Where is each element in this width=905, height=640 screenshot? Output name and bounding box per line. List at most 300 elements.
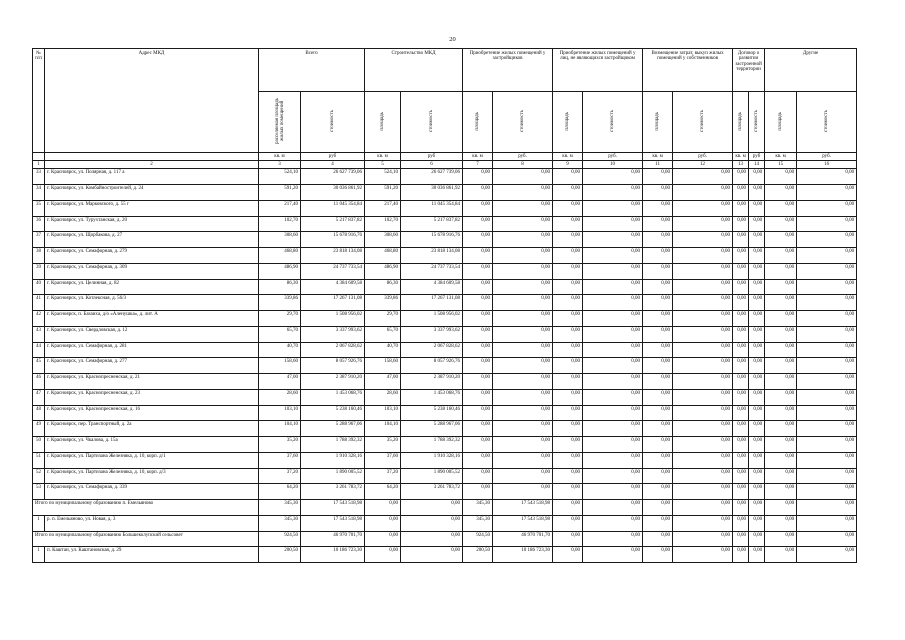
table-cell: 0,00 [749,468,765,484]
table-cell: 0,00 [463,169,493,185]
table-cell: 0,00 [673,200,733,216]
table-row [33,405,857,421]
table-cell: 0,00 [673,500,733,516]
table-cell: 0,00 [797,452,857,468]
table-cell: 0,00 [749,405,765,421]
header-unit: руб. [797,153,857,161]
table-cell: 0,00 [673,374,733,390]
table-cell: 0,00 [583,374,643,390]
table-cell: 0,00 [765,311,797,327]
table-cell: 158,60 [259,358,301,374]
table-cell: 4 384 609,58 [301,279,365,295]
table-cell: 1 890 005,52 [301,468,365,484]
column-number: 9 [553,161,583,169]
table-cell: 0,00 [673,263,733,279]
table-cell: 0,00 [463,185,493,201]
table-cell: 0,00 [553,515,583,531]
row-number: 49 [33,421,45,437]
table-cell: 0,00 [553,374,583,390]
table-cell: 104,10 [365,421,401,437]
table-cell: 0,00 [553,405,583,421]
row-number: 36 [33,216,45,232]
table-cell: 0,00 [733,421,749,437]
table-cell: 0,00 [797,248,857,264]
table-cell: 0,00 [749,500,765,516]
table-cell: 0,00 [493,358,553,374]
table-cell: 0,00 [553,421,583,437]
table-cell: 0,00 [765,358,797,374]
table-cell: 0,00 [553,547,583,563]
row-number: 45 [33,358,45,374]
table-cell: 0,00 [673,326,733,342]
table-cell: 0,00 [401,547,463,563]
header-group-other: Другие [765,49,857,92]
table-cell: 0,00 [493,468,553,484]
table-cell: 0,00 [797,200,857,216]
table-cell: 0,00 [463,468,493,484]
table-cell: 65,70 [259,326,301,342]
table-cell: 0,00 [463,263,493,279]
table-cell: 217,40 [365,200,401,216]
table-cell: 0,00 [401,515,463,531]
table-cell: 0,00 [553,232,583,248]
table-cell: 0,00 [749,437,765,453]
row-number: 47 [33,389,45,405]
table-cell: 0,00 [673,248,733,264]
table-cell: 0,00 [463,374,493,390]
table-cell: 0,00 [749,248,765,264]
row-address: р. п. Емельяново, ул. Новая, д. 3 [45,515,259,531]
table-cell: 0,00 [583,326,643,342]
table-cell: 200,50 [259,547,301,563]
table-cell: 0,00 [765,389,797,405]
table-cell: 28,60 [365,389,401,405]
table-cell: 0,00 [673,216,733,232]
table-cell: 0,00 [673,468,733,484]
table-cell: 0,00 [643,437,673,453]
table-cell: 26 627 739,06 [401,169,463,185]
row-number: 42 [33,311,45,327]
table-cell: 0,00 [673,531,733,547]
table-cell: 0,00 [583,263,643,279]
table-cell: 24 737 733,54 [401,263,463,279]
table-row [33,452,857,468]
table-cell: 0,00 [583,248,643,264]
table-cell: 0,00 [463,389,493,405]
table-cell: 0,00 [797,468,857,484]
table-cell: 0,00 [493,311,553,327]
table-cell: 0,00 [673,311,733,327]
header-sub-cost: стоимость [673,92,733,153]
table-cell: 11 045 354,84 [401,200,463,216]
table-cell: 0,00 [643,358,673,374]
table-row [33,468,857,484]
table-cell: 0,00 [463,326,493,342]
table-cell: 0,00 [765,547,797,563]
table-cell: 0,00 [765,468,797,484]
column-number: 6 [401,161,463,169]
table-row [33,326,857,342]
table-cell: 0,00 [583,452,643,468]
table-cell: 1 453 068,76 [401,389,463,405]
page-number: 20 [449,36,456,43]
table-cell: 0,00 [733,374,749,390]
table-cell: 0,00 [643,326,673,342]
row-number: 44 [33,342,45,358]
table-cell: 0,00 [797,311,857,327]
table-cell: 0,00 [733,405,749,421]
table-cell: 486,90 [259,263,301,279]
table-cell: 0,00 [733,389,749,405]
table-cell: 0,00 [643,295,673,311]
table-cell: 0,00 [493,295,553,311]
table-cell: 29,70 [259,311,301,327]
row-address: г. Красноярск, ул. Партизана Железняка, д. 10, корп. д/1 [45,452,259,468]
table-cell: 46 970 701,70 [301,531,365,547]
header-sub-area: площадь [553,92,583,153]
table-cell: 2 387 910,20 [301,374,365,390]
row-number: 38 [33,248,45,264]
table-cell: 0,00 [733,216,749,232]
table-cell: 0,00 [749,358,765,374]
table-cell: 524,10 [259,169,301,185]
table-cell: 10 186 723,30 [493,547,553,563]
table-cell: 0,00 [643,216,673,232]
table-cell: 0,00 [765,248,797,264]
row-address: г. Красноярск, ул. Котлексная, д. 56/3 [45,295,259,311]
table-cell: 1 910 328,16 [301,452,365,468]
table-cell: 5 217 837,82 [401,216,463,232]
header-group-construction: Строительство МКД [365,49,463,92]
table-cell: 0,00 [673,452,733,468]
table-cell: 0,00 [643,311,673,327]
table-cell: 591,20 [365,185,401,201]
table-cell: 0,00 [765,169,797,185]
column-number: 8 [493,161,553,169]
table-cell: 0,00 [749,484,765,500]
header-sub-area: площадь [733,92,749,153]
table-cell: 0,00 [643,515,673,531]
row-number: 53 [33,484,45,500]
header-unit: руб [401,153,463,161]
table-row [33,311,857,327]
table-cell: 0,00 [643,263,673,279]
table-cell: 0,00 [749,216,765,232]
table-cell: 0,00 [553,342,583,358]
header-group-purchase-developers: Приобретение жилых помещений у застройщиков [463,49,553,92]
column-number: 13 [733,161,749,169]
header-unit: руб. [583,153,643,161]
table-cell: 2 067 828,62 [401,342,463,358]
header-unit: руб. [673,153,733,161]
header-unit: кв. м [259,153,301,161]
row-number: 35 [33,200,45,216]
table-cell: 0,00 [583,185,643,201]
table-cell: 0,00 [493,169,553,185]
table-cell: 0,00 [583,295,643,311]
table-cell: 0,00 [733,232,749,248]
header-unit: кв. м [765,153,797,161]
table-cell: 486,90 [365,263,401,279]
header-sub-settled-area: расселяемая площадь жилых помещений [259,92,301,153]
table-cell: 0,00 [553,358,583,374]
table-cell: 0,00 [365,500,401,516]
table-cell: 35,20 [365,437,401,453]
table-cell: 0,00 [493,405,553,421]
table-cell: 468,80 [365,248,401,264]
row-number: 52 [33,468,45,484]
table-cell: 0,00 [673,547,733,563]
table-cell: 345,30 [259,515,301,531]
table-cell: 10 186 723,30 [301,547,365,563]
table-cell: 0,00 [583,468,643,484]
table-cell: 0,00 [797,484,857,500]
row-number: 43 [33,326,45,342]
row-address: г. Красноярск, ул. Целинная, д. 82 [45,279,259,295]
table-cell: 0,00 [749,421,765,437]
table-cell: 0,00 [583,216,643,232]
header-unit-blank [33,153,45,161]
table-cell: 102,70 [365,216,401,232]
resettlement-table [32,48,857,563]
table-cell: 0,00 [583,547,643,563]
table-cell: 0,00 [765,200,797,216]
table-cell: 0,00 [797,405,857,421]
table-cell: 0,00 [797,437,857,453]
table-cell: 0,00 [749,452,765,468]
table-row [33,515,857,531]
table-cell: 0,00 [463,295,493,311]
table-cell: 5 238 160,46 [401,405,463,421]
table-cell: 0,00 [797,326,857,342]
table-cell: 0,00 [365,515,401,531]
table-cell: 0,00 [765,216,797,232]
table-cell: 0,00 [797,547,857,563]
row-address: г. Красноярск, ул. Турухтанская, д. 20 [45,216,259,232]
table-cell: 339,86 [259,295,301,311]
column-number: 10 [583,161,643,169]
table-cell: 0,00 [765,279,797,295]
header-sub-cost: стоимость [493,92,553,153]
table-cell: 0,00 [673,515,733,531]
table-cell: 3 261 783,72 [301,484,365,500]
table-cell: 0,00 [643,200,673,216]
table-cell: 0,00 [673,185,733,201]
table-cell: 1 910 328,16 [401,452,463,468]
header-sub-area: площадь [463,92,493,153]
row-address: г. Красноярск, ул. Семафорная, д. 339 [45,484,259,500]
table-cell: 17 267 131,08 [401,295,463,311]
column-number: 1 [33,161,45,169]
table-cell: 0,00 [583,437,643,453]
table-cell: 0,00 [463,437,493,453]
table-cell: 0,00 [643,185,673,201]
table-cell: 0,00 [797,232,857,248]
table-cell: 8 057 926,76 [301,358,365,374]
table-cell: 17 543 518,98 [493,500,553,516]
table-cell: 0,00 [797,342,857,358]
table-cell: 23 818 134,08 [401,248,463,264]
table-cell: 0,00 [553,185,583,201]
table-cell: 0,00 [733,500,749,516]
table-cell: 0,00 [765,405,797,421]
table-cell: 0,00 [583,515,643,531]
table-cell: 1 508 956,02 [401,311,463,327]
table-cell: 0,00 [643,232,673,248]
table-cell: 2 387 910,20 [401,374,463,390]
table-cell: 0,00 [643,531,673,547]
table-cell: 0,00 [749,515,765,531]
table-cell: 0,00 [797,358,857,374]
table-row [33,279,857,295]
table-cell: 0,00 [583,421,643,437]
subtotal-label: Итого по муниципальному образованию Большеколупский сельсовет [33,531,259,547]
row-address: г. Красноярск, ул. Марковского, д. 55 г [45,200,259,216]
column-number: 15 [765,161,797,169]
row-address: г. Красноярск, ул. Семафорная, д. 279 [45,248,259,264]
table-cell: 0,00 [553,295,583,311]
table-cell: 308,60 [365,232,401,248]
table-row [33,358,857,374]
table-cell: 0,00 [733,452,749,468]
header-sub-cost: стоимость [401,92,463,153]
row-number: 46 [33,374,45,390]
table-cell: 345,30 [463,515,493,531]
table-cell: 0,00 [643,169,673,185]
table-cell: 1 788 392,32 [301,437,365,453]
table-cell: 47,00 [259,374,301,390]
table-cell: 0,00 [583,311,643,327]
table-cell: 17 267 131,08 [301,295,365,311]
header-sub-cost: стоимость [583,92,643,153]
table-cell: 591,20 [259,185,301,201]
table-cell: 0,00 [749,169,765,185]
table-cell: 4 384 609,58 [401,279,463,295]
row-number: 37 [33,232,45,248]
table-cell: 86,30 [259,279,301,295]
table-cell: 0,00 [749,389,765,405]
table-cell: 0,00 [553,468,583,484]
table-cell: 17 543 518,98 [301,515,365,531]
table-cell: 5 288 967,06 [301,421,365,437]
table-cell: 0,00 [463,342,493,358]
table-cell: 0,00 [643,342,673,358]
table-cell: 0,00 [733,326,749,342]
table-cell: 0,00 [493,374,553,390]
table-cell: 0,00 [797,500,857,516]
table-cell: 86,30 [365,279,401,295]
table-cell: 0,00 [553,279,583,295]
header-unit: кв. м [463,153,493,161]
header-sub-area: площадь [765,92,797,153]
table-row [33,169,857,185]
header-sub-area: площадь [643,92,673,153]
table-cell: 0,00 [673,389,733,405]
table-cell: 0,00 [733,200,749,216]
table-row [33,216,857,232]
table-cell: 0,00 [765,374,797,390]
table-row [33,342,857,358]
table-row [33,547,857,563]
subtotal-label: Итого по муниципальному образованию п. Емельяново [33,500,259,516]
column-number: 2 [45,161,259,169]
table-cell: 0,00 [493,437,553,453]
row-address: г. Красноярск, пер. Транспортный, д. 2а [45,421,259,437]
row-address: г. Красноярск, ул. Щорбакова, д. 27 [45,232,259,248]
header-group-purchase-non-developers: Приобретение жилых помещений у лиц, не являющихся застройщиком [553,49,643,92]
table-cell: 15 678 916,76 [401,232,463,248]
table-cell: 0,00 [583,232,643,248]
table-cell: 37,60 [259,452,301,468]
table-cell: 0,00 [765,500,797,516]
header-sub-area: площадь [365,92,401,153]
table-row [33,421,857,437]
table-cell: 0,00 [493,484,553,500]
subtotal-row [33,500,857,516]
table-cell: 0,00 [643,500,673,516]
table-cell: 0,00 [749,185,765,201]
row-address: г. Красноярск, ул. Краснопресненская, д. 16 [45,405,259,421]
table-cell: 0,00 [643,374,673,390]
row-address: г. Красноярск, п. Базаиха, д/о «Аленушка», д. лит. А [45,311,259,327]
table-cell: 0,00 [463,248,493,264]
table-cell: 28,60 [259,389,301,405]
table-cell: 0,00 [643,452,673,468]
table-cell: 0,00 [463,279,493,295]
table-cell: 0,00 [553,169,583,185]
table-cell: 0,00 [797,295,857,311]
table-cell: 5 217 837,82 [301,216,365,232]
row-address: г. Красноярск, ул. Семафорная, д. 277 [45,358,259,374]
header-unit: кв. м [643,153,673,161]
table-cell: 17 543 518,98 [493,515,553,531]
table-cell: 0,00 [493,216,553,232]
table-cell: 0,00 [673,342,733,358]
table-cell: 102,70 [259,216,301,232]
table-cell: 0,00 [765,295,797,311]
row-address: г. Красноярск, ул. Партизана Железняка, д. 10, корп. д/3 [45,468,259,484]
table-cell: 0,00 [463,358,493,374]
table-cell: 0,00 [797,279,857,295]
header-unit: руб [749,153,765,161]
table-cell: 0,00 [797,185,857,201]
table-cell: 308,60 [259,232,301,248]
table-cell: 0,00 [583,169,643,185]
table-cell: 0,00 [673,295,733,311]
table-cell: 0,00 [583,531,643,547]
table-cell: 3 337 993,62 [301,326,365,342]
table-cell: 0,00 [493,200,553,216]
table-cell: 158,60 [365,358,401,374]
table-row [33,263,857,279]
table-cell: 0,00 [643,421,673,437]
table-cell: 0,00 [673,421,733,437]
table-cell: 103,10 [259,405,301,421]
table-cell: 0,00 [733,547,749,563]
table-cell: 0,00 [553,531,583,547]
table-cell: 0,00 [733,295,749,311]
row-number: 50 [33,437,45,453]
table-cell: 64,20 [365,484,401,500]
table-cell: 0,00 [643,248,673,264]
table-cell: 1 508 956,02 [301,311,365,327]
table-cell: 0,00 [733,185,749,201]
table-cell: 1 890 005,52 [401,468,463,484]
table-cell: 0,00 [553,500,583,516]
table-cell: 0,00 [749,279,765,295]
table-cell: 0,00 [749,547,765,563]
table-cell: 0,00 [765,515,797,531]
